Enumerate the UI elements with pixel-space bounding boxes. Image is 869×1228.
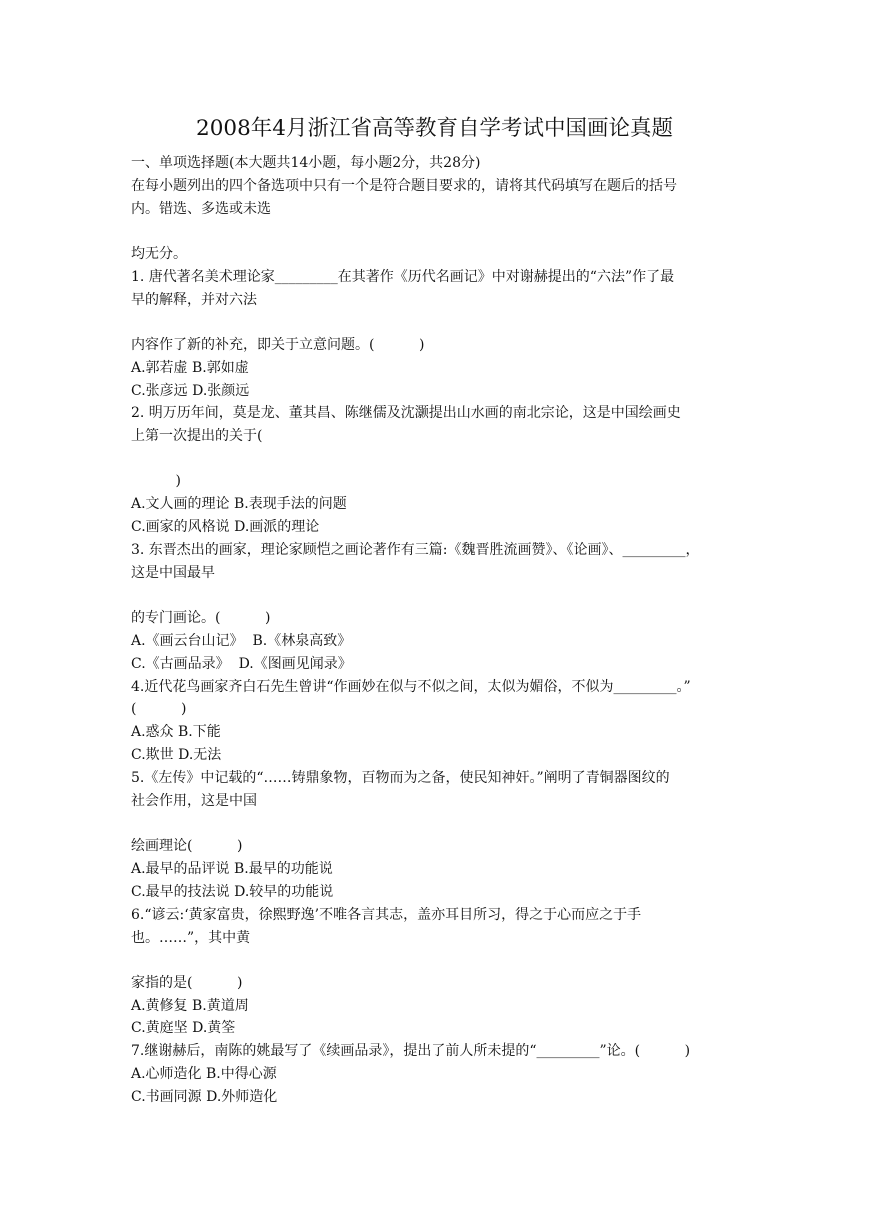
- text-line: 绘画理论( ): [131, 838, 243, 854]
- text-line: A.郭若虚 B.郭如虚: [131, 360, 249, 376]
- text-line: A.心师造化 B.中得心源: [131, 1066, 277, 1082]
- text-line: C.张彦远 D.张颜远: [131, 383, 250, 399]
- text-line: 2. 明万历年间，莫是龙、董其昌、陈继儒及沈灏提出山水画的南北宗论，这是中国绘画史: [131, 405, 681, 421]
- text-line: C.欺世 D.无法: [131, 747, 222, 763]
- page-title: 2008年4月浙江省高等教育自学考试中国画论真题: [196, 116, 673, 141]
- text-line: C.黄庭坚 D.黄筌: [131, 1020, 236, 1036]
- text-line: ( ): [131, 701, 187, 717]
- text-line: 上第一次提出的关于(: [131, 428, 263, 444]
- text-line: 在每小题列出的四个备选项中只有一个是符合题目要求的，请将其代码填写在题后的括号: [131, 178, 677, 194]
- text-line: 早的解释，并对六法: [131, 292, 257, 308]
- text-line: A.惑众 B.下能: [131, 724, 221, 740]
- text-line: 社会作用，这是中国: [131, 793, 257, 809]
- text-line: 1. 唐代著名美术理论家_________在其著作《历代名画记》中对谢赫提出的“六法”作了最: [131, 269, 675, 285]
- text-line: 家指的是( ): [131, 975, 243, 991]
- text-line: 6.“谚云:‘黄家富贵，徐熙野逸’不唯各言其志，盖亦耳目所习，得之于心而应之于手: [131, 907, 642, 923]
- text-line: 内。错选、多选或未选: [131, 201, 271, 217]
- text-line: 的专门画论。( ): [131, 610, 271, 626]
- text-line: 3. 东晋杰出的画家，理论家顾恺之画论著作有三篇:《魏晋胜流画赞》、《论画》、_________，: [131, 542, 700, 558]
- text-line: A.黄修复 B.黄道周: [131, 998, 249, 1014]
- text-line: ): [131, 473, 181, 489]
- text-line: 也。……”，其中黄: [131, 930, 251, 946]
- text-line: C.书画同源 D.外师造化: [131, 1089, 278, 1105]
- text-line: 这是中国最早: [131, 565, 215, 581]
- text-line: C.最早的技法说 D.较早的功能说: [131, 884, 334, 900]
- text-line: 7.继谢赫后，南陈的姚最写了《续画品录》，提出了前人所未提的“_________”论。( ): [131, 1043, 691, 1059]
- text-line: 5.《左传》中记载的“……铸鼎象物，百物而为之备，使民知神奸。”阐明了青铜器图纹的: [131, 770, 670, 786]
- text-line: 4.近代花鸟画家齐白石先生曾讲“作画妙在似与不似之间，太似为媚俗，不似为_________。”: [131, 679, 691, 695]
- text-line: A.文人画的理论 B.表现手法的问题: [131, 496, 347, 512]
- text-line: 均无分。: [131, 246, 187, 262]
- text-line: C.画家的风格说 D.画派的理论: [131, 519, 320, 535]
- text-line: A.《画云台山记》 B.《林泉高致》: [131, 633, 352, 649]
- text-line: A.最早的品评说 B.最早的功能说: [131, 861, 333, 877]
- text-line: 一、单项选择题(本大题共14小题，每小题2分，共28分): [131, 155, 481, 171]
- text-line: 内容作了新的补充，即关于立意问题。( ): [131, 337, 425, 353]
- text-line: C.《古画品录》 D.《图画见闻录》: [131, 656, 352, 672]
